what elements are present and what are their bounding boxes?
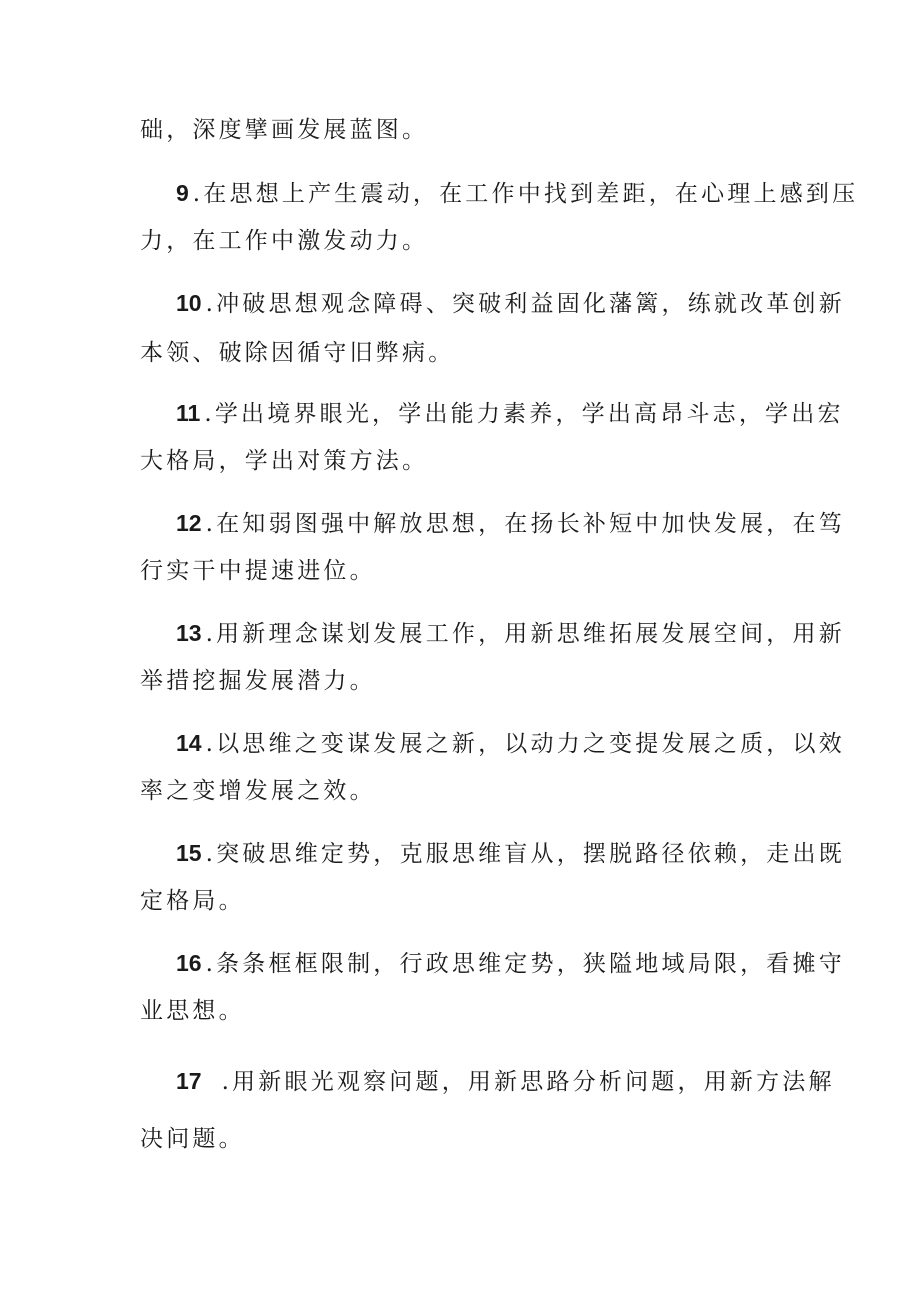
item-number: 10: [176, 290, 202, 316]
item-16-line1: [176, 948, 845, 979]
item-12-line1: [176, 508, 845, 539]
item-13-line1: [176, 618, 845, 649]
item-12-line2: 行实干中提速进位。: [140, 558, 376, 584]
item-17-line2: 决问题。: [140, 1126, 245, 1152]
item-number: 17: [176, 1068, 202, 1094]
item-14-line2: 率之变增发展之效。: [140, 778, 376, 804]
item-number: 12: [176, 510, 202, 536]
item-10-line1: [176, 288, 845, 319]
item-text: .突破思维定势，克服思维盲从，摆脱路径依赖，走出既: [205, 841, 845, 867]
item-text: .冲破思想观念障碍、突破利益固化藩篱，练就改革创新: [205, 291, 845, 317]
item-15-line2: 定格局。: [140, 888, 245, 914]
item-text: .条条框框限制，行政思维定势，狭隘地域局限，看摊守: [205, 951, 845, 977]
item-text: .用新理念谋划发展工作，用新思维拓展发展空间，用新: [205, 621, 845, 647]
item-text: .在知弱图强中解放思想，在扬长补短中加快发展，在笃: [205, 511, 845, 537]
item-number: 16: [176, 950, 202, 976]
item-17-line1: [176, 1066, 835, 1097]
item-number: 11: [176, 400, 201, 426]
item-number: 14: [176, 730, 202, 756]
item-text: .以思维之变谋发展之新，以动力之变提发展之质，以效: [205, 731, 845, 757]
item-13-line2: 举措挖掘发展潜力。: [140, 668, 376, 694]
item-11-line2: 大格局，学出对策方法。: [140, 448, 429, 474]
item-9-line1: [176, 178, 858, 209]
item-number: 9: [176, 180, 189, 206]
item-9-line2: 力，在工作中激发动力。: [140, 228, 429, 254]
item-11-line1: [176, 398, 844, 429]
item-15-line1: [176, 838, 845, 869]
item-16-line2: 业思想。: [140, 998, 245, 1024]
item-14-line1: [176, 728, 845, 759]
item-text: .学出境界眼光，学出能力素养，学出高昂斗志，学出宏: [204, 401, 844, 427]
item-text: .用新眼光观察问题，用新思路分析问题，用新方法解: [221, 1069, 835, 1095]
item-text: .在思想上产生震动，在工作中找到差距，在心理上感到压: [192, 181, 859, 207]
item-number: 13: [176, 620, 202, 646]
item-10-line2: 本领、破除因循守旧弊病。: [140, 340, 455, 366]
item-number: 15: [176, 840, 202, 866]
intro-continuation: 础，深度擘画发展蓝图。: [140, 117, 429, 143]
